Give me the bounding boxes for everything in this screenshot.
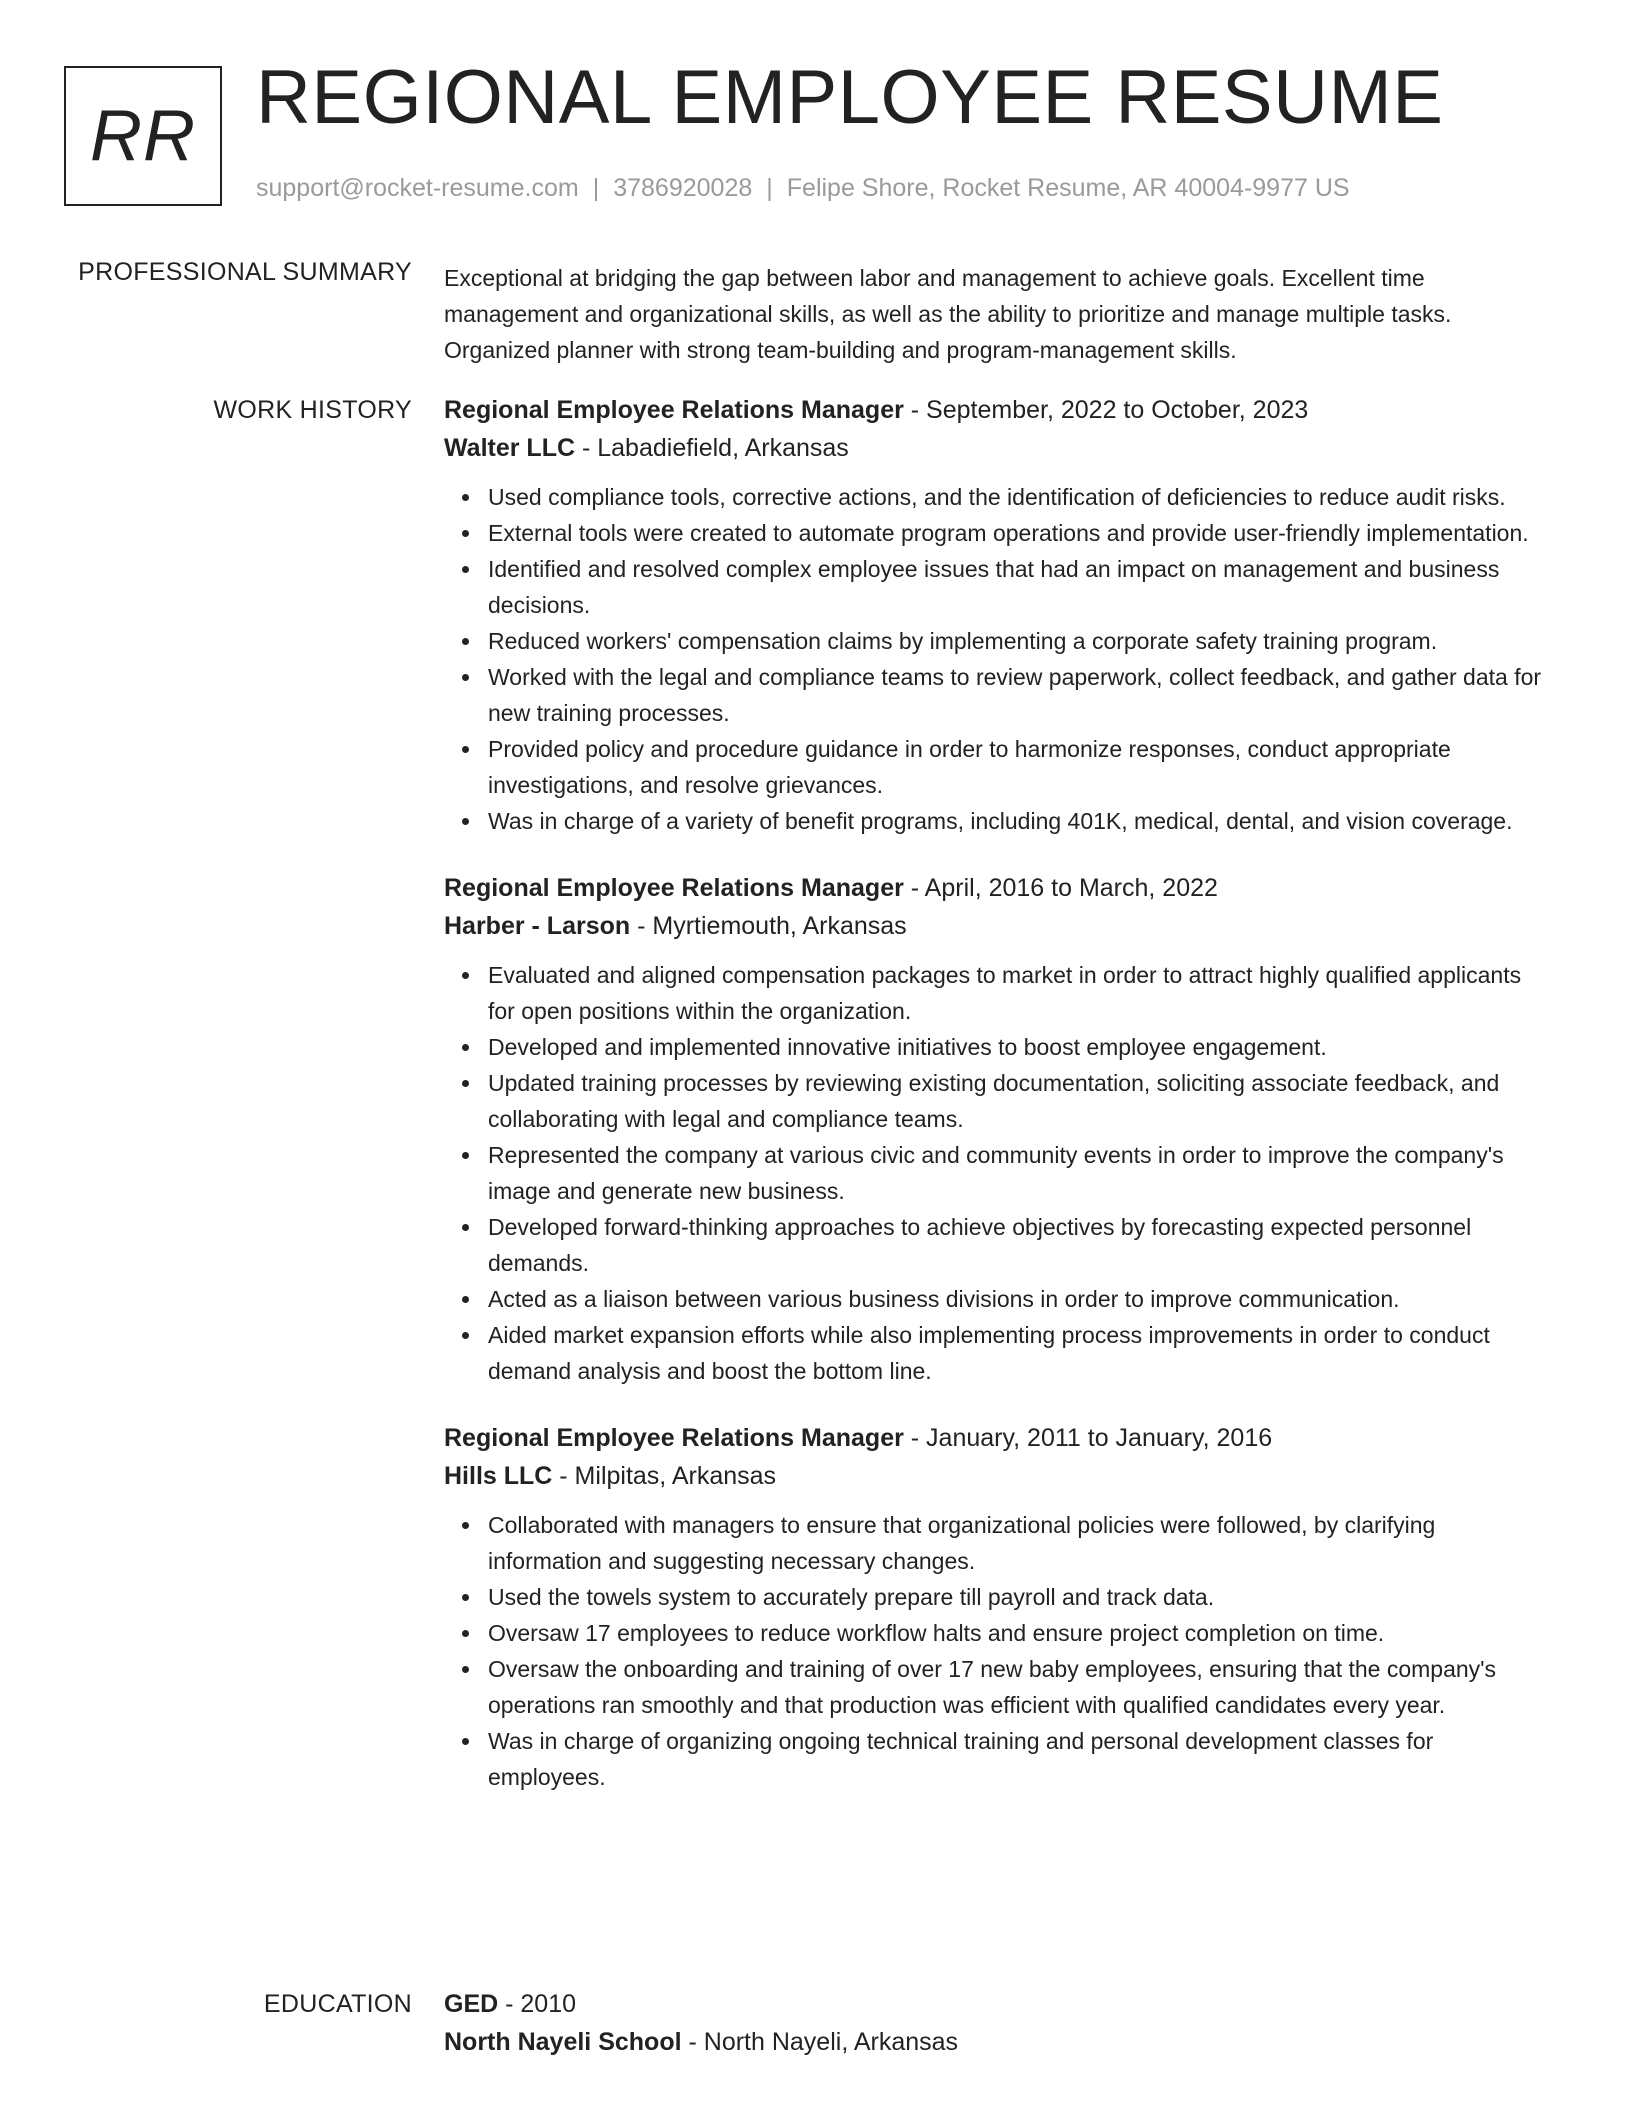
list-item: Evaluated and aligned compensation packages to market in order to attract highly qualified applicants for open positions within the organization. [488,957,1544,1029]
list-item: Used the towels system to accurately prepare till payroll and track data. [488,1579,1544,1615]
list-item: Acted as a liaison between various business divisions in order to improve communication. [488,1281,1544,1317]
job-location: - Milpitas, Arkansas [552,1462,777,1490]
summary-heading: PROFESSIONAL SUMMARY [78,258,412,286]
list-item: Oversaw the onboarding and training of over 17 new baby employees, ensuring that the company's operations ran smoothly and that production was efficient with qualified candidates every year. [488,1651,1544,1723]
list-item: Was in charge of a variety of benefit programs, including 401K, medical, dental, and vision coverage. [488,803,1544,839]
job-location: - Myrtiemouth, Arkansas [630,912,907,940]
monogram-box [64,66,222,206]
education-degree-line [444,1985,1544,2023]
job-dates: - September, 2022 to October, 2023 [903,396,1309,424]
job-title-line [444,869,1544,907]
list-item: Represented the company at various civic and community events in order to improve the company's image and generate new business. [488,1137,1544,1209]
job-title: Regional Employee Relations Manager [444,874,904,902]
list-item: Reduced workers' compensation claims by implementing a corporate safety training program. [488,623,1544,659]
job-entry [444,869,1544,1389]
education-heading: EDUCATION [263,1990,412,2018]
list-item: Used compliance tools, corrective actions, and the identification of deficiencies to reduce audit risks. [488,479,1544,515]
job-duties-list [444,479,1544,839]
list-item: Identified and resolved complex employee issues that had an impact on management and business decisions. [488,551,1544,623]
job-company-line [444,429,1544,467]
summary-text: Exceptional at bridging the gap between labor and management to achieve goals. Excellent time management and organizational skills, as well as the ability to prioritize and manage multiple tasks. Organized planner with strong team-building and program-management skills. [444,265,1452,363]
list-item: Updated training processes by reviewing existing documentation, soliciting associate feedback, and collaborating with legal and compliance teams. [488,1065,1544,1137]
education-location: - North Nayeli, Arkansas [681,2028,959,2056]
job-company-line [444,907,1544,945]
list-item: External tools were created to automate program operations and provide user-friendly implementation. [488,515,1544,551]
list-item: Developed and implemented innovative initiatives to boost employee engagement. [488,1029,1544,1065]
education-degree: GED [444,1990,499,2018]
education-school: North Nayeli School [444,2028,682,2056]
job-title: Regional Employee Relations Manager [444,396,904,424]
contact-phone: 3786920028 [613,174,753,202]
monogram-initials: RR [90,96,196,176]
contact-separator: | [592,174,600,202]
list-item: Oversaw 17 employees to reduce workflow halts and ensure project completion on time. [488,1615,1544,1651]
work-history-heading: WORK HISTORY [213,396,412,424]
contact-address: Felipe Shore, Rocket Resume, AR 40004-9977 US [786,174,1350,202]
resume-title: REGIONAL EMPLOYEE RESUME [256,55,1444,140]
job-company-line [444,1457,1544,1495]
job-duties-list [444,957,1544,1389]
job-company: Hills LLC [444,1462,553,1490]
job-entry [444,1419,1544,1795]
list-item: Was in charge of organizing ongoing technical training and personal development classes for employees. [488,1723,1544,1795]
list-item: Worked with the legal and compliance teams to review paperwork, collect feedback, and gather data for new training processes. [488,659,1544,731]
job-dates: - January, 2011 to January, 2016 [903,1424,1273,1452]
education-year: - 2010 [498,1990,577,2018]
job-duties-list [444,1507,1544,1795]
education-school-line [444,2023,1544,2061]
contact-separator: | [766,174,773,202]
job-dates: - April, 2016 to March, 2022 [903,874,1218,902]
list-item: Collaborated with managers to ensure that organizational policies were followed, by clarifying information and suggesting necessary changes. [488,1507,1544,1579]
job-company: Walter LLC [444,434,576,462]
work-history-body [444,391,1544,1825]
list-item: Provided policy and procedure guidance in order to harmonize responses, conduct appropriate investigations, and resolve grievances. [488,731,1544,803]
contact-line [256,174,1350,203]
job-company: Harber - Larson [444,912,631,940]
contact-email: support@rocket-resume.com [256,174,579,202]
education-body [444,1985,1544,2061]
job-title: Regional Employee Relations Manager [444,1424,904,1452]
list-item: Developed forward-thinking approaches to achieve objectives by forecasting expected personnel demands. [488,1209,1544,1281]
summary-body [444,260,1544,368]
job-title-line [444,391,1544,429]
job-title-line [444,1419,1544,1457]
list-item: Aided market expansion efforts while also implementing process improvements in order to conduct demand analysis and boost the bottom line. [488,1317,1544,1389]
job-location: - Labadiefield, Arkansas [575,434,849,462]
job-entry [444,391,1544,839]
